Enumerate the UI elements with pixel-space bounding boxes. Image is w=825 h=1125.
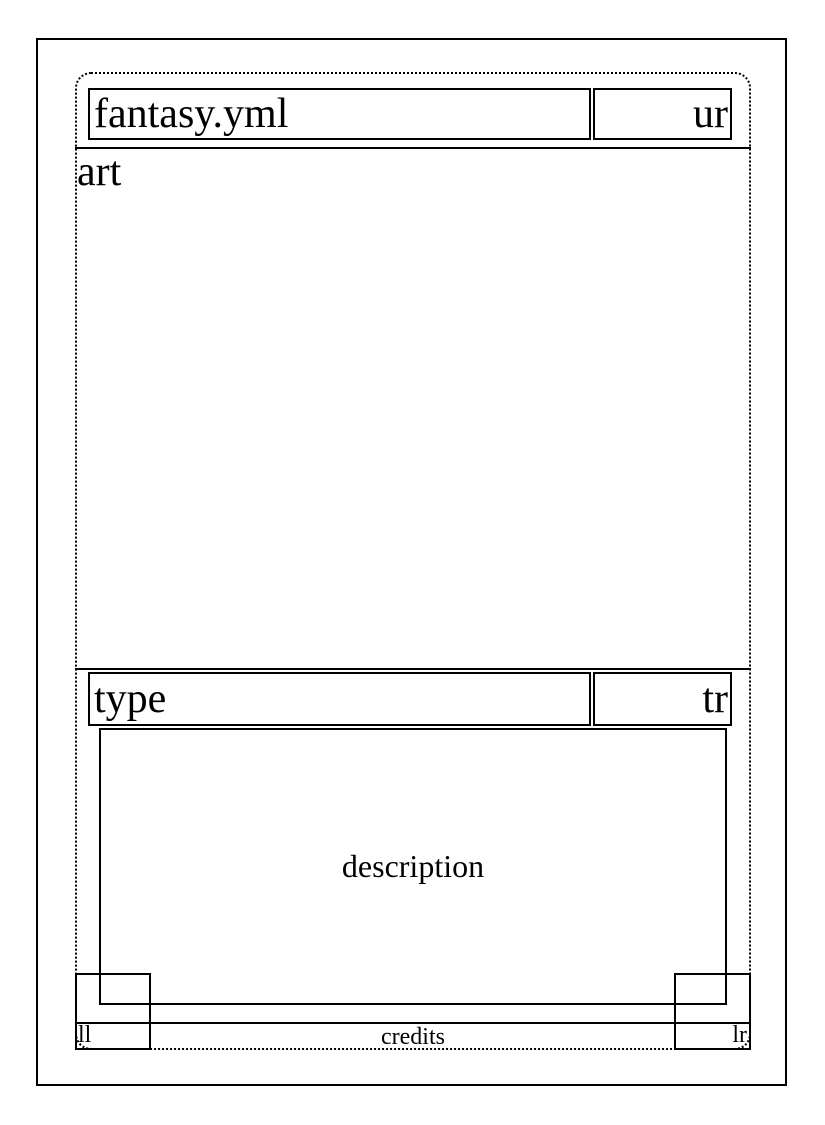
credits-region — [75, 1022, 751, 1050]
description-region — [99, 728, 727, 1005]
lower-right-label: lr — [732, 1022, 747, 1048]
upper-right-label: ur — [693, 90, 728, 137]
title-label: fantasy.yml — [94, 90, 289, 137]
art-label: art — [77, 149, 122, 195]
description-label: description — [341, 847, 485, 884]
upper-right-region — [593, 88, 732, 140]
lower-left-label: ll — [78, 1022, 92, 1048]
type-right-region — [593, 672, 732, 726]
title-region — [88, 88, 591, 140]
type-region — [88, 672, 591, 726]
type-right-label: tr — [702, 675, 728, 722]
art-region — [75, 147, 751, 670]
type-label: type — [94, 675, 167, 722]
credits-label: credits — [381, 1024, 445, 1050]
